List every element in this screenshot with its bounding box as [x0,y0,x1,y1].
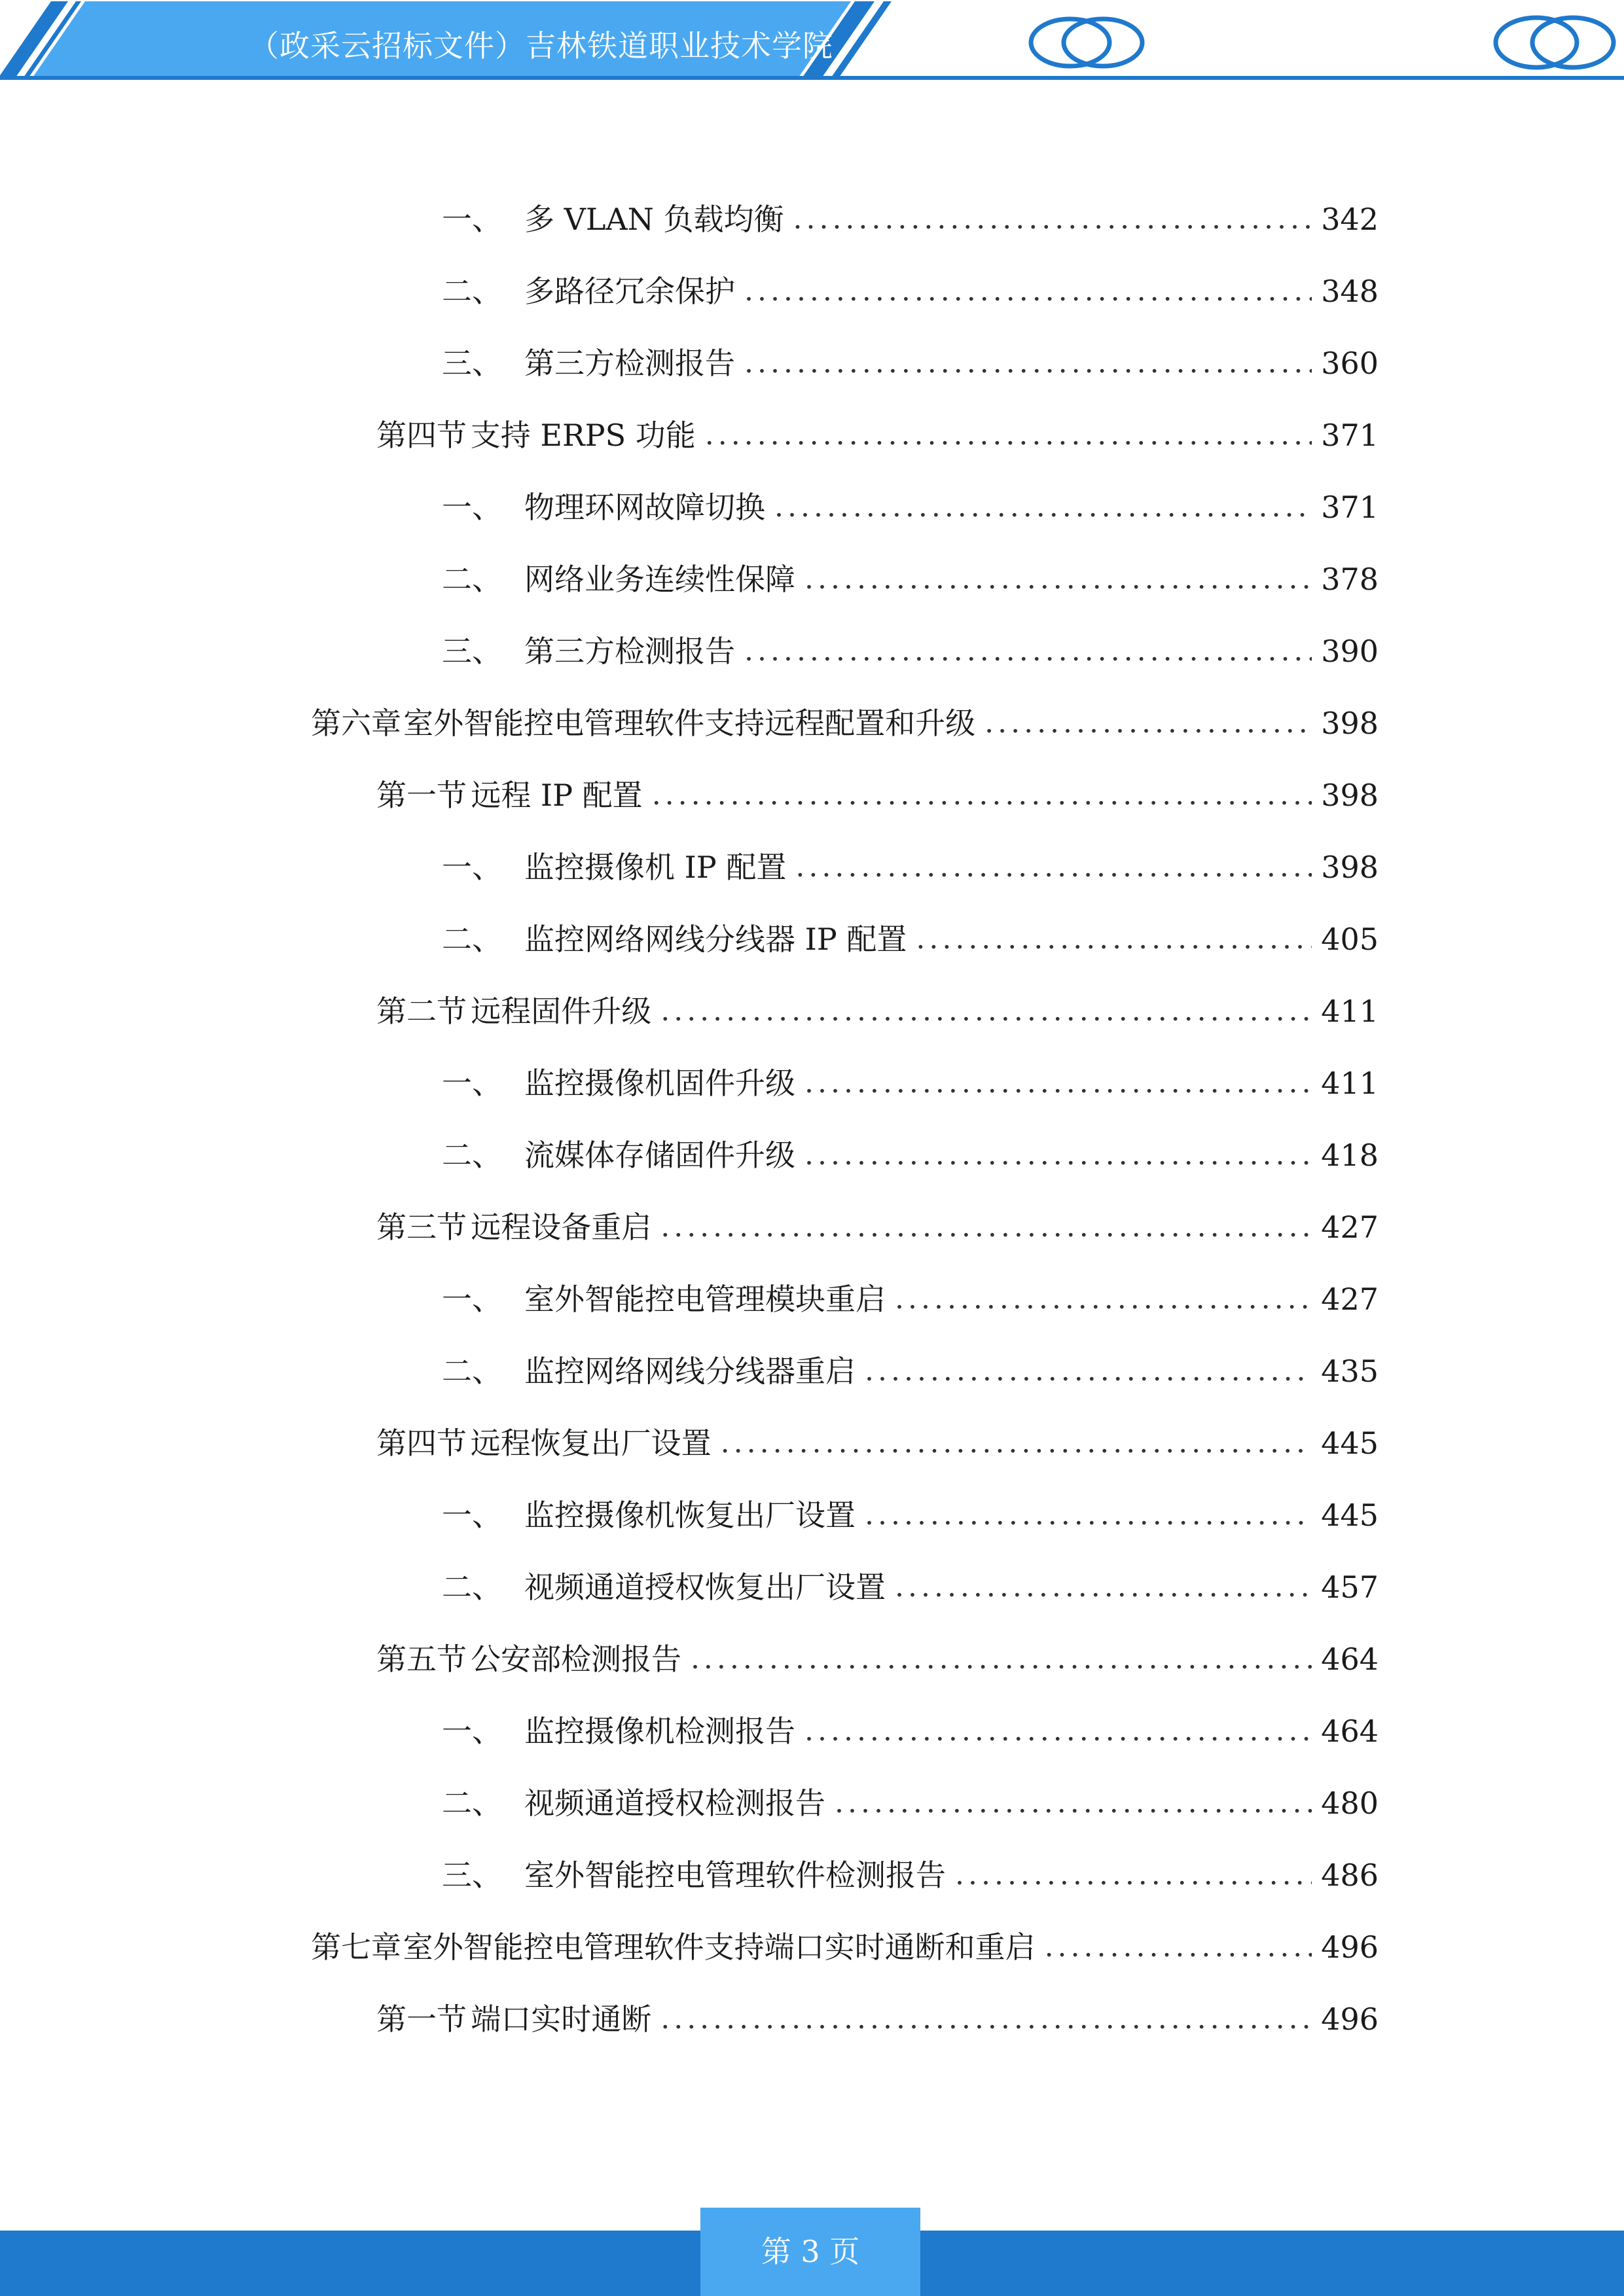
toc-entry[interactable] [442,1057,1379,1109]
toc-leader [804,1129,1312,1181]
toc-number: 一、 [442,850,502,885]
toc-leader [865,1489,1312,1541]
toc-page: 464 [1321,1641,1379,1677]
toc-entry[interactable] [311,697,1379,749]
toc-page: 496 [1321,1929,1379,1965]
toc-number: 一、 [442,202,502,237]
toc-leader [793,193,1312,245]
toc-entry[interactable] [442,1273,1379,1325]
double-ring-logo-icon [1021,13,1152,72]
toc-number: 二、 [442,922,502,957]
toc-page: 371 [1321,490,1379,525]
toc-title: 第三方检测报告 [524,634,735,669]
toc-entry[interactable] [442,1489,1379,1541]
toc-title: 室外智能控电管理软件支持端口实时通断和重启 [403,1929,1036,1965]
toc-page: 405 [1321,922,1379,957]
toc-entry[interactable] [442,1561,1379,1613]
toc-number: 一、 [442,1498,502,1533]
toc-page: 378 [1321,562,1379,597]
toc-leader [705,409,1312,461]
toc-number: 第六章 [311,706,401,741]
toc-leader [895,1561,1312,1613]
toc-page: 411 [1321,994,1379,1029]
toc-number: 二、 [442,274,502,309]
toc-leader [804,553,1312,605]
toc-entry[interactable] [376,1201,1379,1253]
toc-entry[interactable] [376,409,1379,461]
toc-leader [660,1993,1312,2045]
toc-entry[interactable] [442,337,1379,389]
toc-number: 二、 [442,1785,502,1821]
toc-number: 第七章 [311,1929,401,1965]
toc-leader [804,1057,1312,1109]
toc-leader [744,337,1312,389]
toc-title: 视频通道授权检测报告 [524,1785,825,1821]
toc-leader [774,481,1312,533]
toc-page: 411 [1321,1066,1379,1101]
toc-title: 监控摄像机 IP 配置 [524,850,787,885]
toc-page: 427 [1321,1210,1379,1245]
toc-title: 视频通道授权恢复出厂设置 [524,1570,886,1605]
toc-page: 457 [1321,1570,1379,1605]
toc-leader [865,1345,1312,1397]
toc-number: 二、 [442,1570,502,1605]
toc-entry[interactable] [442,1345,1379,1397]
toc-title: 流媒体存储固件升级 [524,1138,795,1173]
toc-number: 第五节 [376,1641,467,1677]
toc-number: 一、 [442,1713,502,1749]
toc-title: 远程 IP 配置 [471,778,643,813]
toc-page: 398 [1321,778,1379,813]
toc-title: 第三方检测报告 [524,346,735,381]
toc-number: 第一节 [376,778,467,813]
toc-number: 第二节 [376,994,467,1029]
toc-leader [1045,1921,1312,1973]
toc-page: 342 [1321,202,1379,237]
toc-page: 480 [1321,1785,1379,1821]
toc-leader [744,625,1312,677]
toc-page: 445 [1321,1498,1379,1533]
toc-title: 物理环网故障切换 [524,490,765,525]
toc-leader [804,1705,1312,1757]
toc-title: 监控摄像机固件升级 [524,1066,795,1101]
toc-title: 室外智能控电管理软件检测报告 [524,1857,946,1893]
page-header [0,0,1624,92]
toc-leader [744,265,1312,317]
toc-leader [955,1849,1312,1901]
toc-title: 多 VLAN 负载均衡 [524,202,784,237]
toc-leader [984,697,1312,749]
double-ring-logo-icon [1489,12,1620,73]
toc-page: 371 [1321,418,1379,453]
toc-title: 远程恢复出厂设置 [470,1426,712,1461]
toc-entry[interactable] [376,1993,1379,2045]
toc-entry[interactable] [442,913,1379,965]
toc-title: 监控网络网线分线器 IP 配置 [524,922,907,957]
toc-entry[interactable] [442,1849,1379,1901]
toc-number: 三、 [442,1857,502,1893]
toc-page: 398 [1321,706,1379,741]
toc-page: 418 [1321,1138,1379,1173]
toc-number: 三、 [442,634,502,669]
toc-number: 第四节 [376,418,467,453]
toc-title: 多路径冗余保护 [524,274,735,309]
toc-leader [660,1201,1312,1253]
toc-entry[interactable] [311,1921,1379,1973]
toc-entry[interactable] [442,481,1379,533]
toc-leader [660,985,1312,1037]
toc-leader [895,1273,1312,1325]
toc-title: 监控摄像机检测报告 [524,1713,795,1749]
toc-page: 445 [1321,1426,1379,1461]
toc-leader [835,1777,1312,1829]
toc-entry[interactable] [442,265,1379,317]
toc-entry[interactable] [442,625,1379,677]
toc-title: 公安部检测报告 [470,1641,681,1677]
toc-entry[interactable] [442,1705,1379,1757]
header-title: （政采云招标文件）吉林铁道职业技术学院 [249,28,833,63]
toc-leader [916,913,1312,965]
toc-title: 室外智能控电管理模块重启 [524,1282,886,1317]
toc-title: 监控网络网线分线器重启 [524,1354,856,1389]
toc-entry[interactable] [442,553,1379,605]
toc-title: 网络业务连续性保障 [524,562,795,597]
toc-title: 远程固件升级 [471,994,652,1029]
toc-entry[interactable] [442,1777,1379,1829]
toc-number: 第三节 [376,1210,467,1245]
toc-number: 三、 [442,346,502,381]
toc-entry[interactable] [376,985,1379,1037]
toc-leader [795,841,1312,893]
toc-page: 427 [1321,1282,1379,1317]
toc-entry[interactable] [442,1129,1379,1181]
toc-leader [652,769,1312,821]
toc-title: 远程设备重启 [471,1210,652,1245]
toc-page: 360 [1321,346,1379,381]
toc-title: 监控摄像机恢复出厂设置 [524,1498,856,1533]
toc-leader [721,1417,1312,1469]
toc-number: 第四节 [376,1426,467,1461]
toc-number: 二、 [442,562,502,597]
toc-page: 496 [1321,2001,1379,2037]
toc-number: 二、 [442,1354,502,1389]
toc-entry[interactable] [442,841,1379,893]
toc-number: 二、 [442,1138,502,1173]
toc-title: 端口实时通断 [471,2001,652,2037]
toc-page: 486 [1321,1857,1379,1893]
toc-entry[interactable] [376,1633,1379,1685]
toc-entry[interactable] [442,193,1379,245]
toc-number: 一、 [442,1066,502,1101]
page-number: 第 3 页 [761,2234,860,2269]
toc-number: 第一节 [376,2001,467,2037]
toc-page: 390 [1321,634,1379,669]
toc-page: 435 [1321,1354,1379,1389]
toc-page: 464 [1321,1713,1379,1749]
toc-entry[interactable] [376,1417,1379,1469]
toc-leader [691,1633,1312,1685]
toc-title: 支持 ERPS 功能 [470,418,696,453]
toc-page: 398 [1321,850,1379,885]
toc-title: 室外智能控电管理软件支持远程配置和升级 [403,706,976,741]
toc-page: 348 [1321,274,1379,309]
toc-number: 一、 [442,1282,502,1317]
toc-number: 一、 [442,490,502,525]
toc-entry[interactable] [376,769,1379,821]
